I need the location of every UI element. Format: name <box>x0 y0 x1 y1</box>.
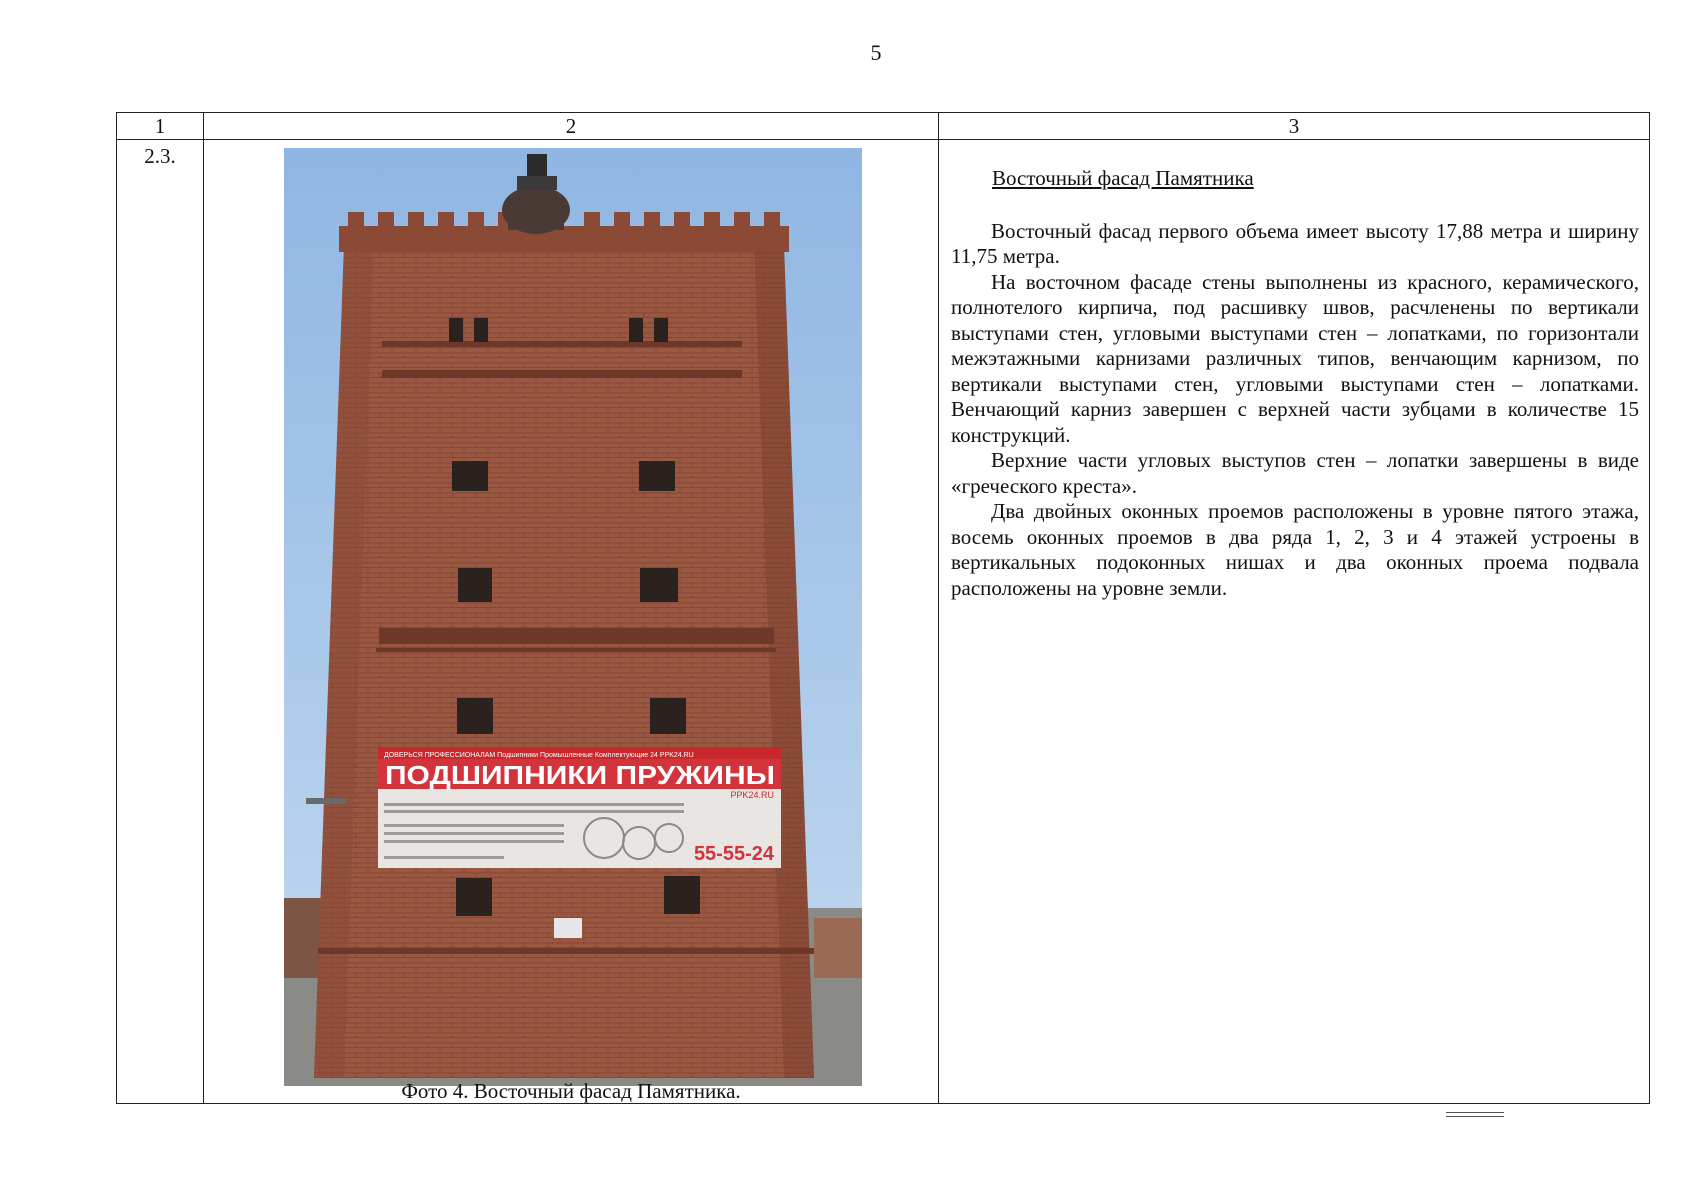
row-number: 2.3. <box>117 140 204 1104</box>
banner-site: PPK24.RU <box>730 790 774 800</box>
section-title: Восточный фасад Памятника <box>992 166 1254 190</box>
description-cell <box>939 140 1650 1104</box>
table-header-row <box>117 113 1650 140</box>
banner-headline: ПОДШИПНИКИ ПРУЖИНЫ <box>385 760 775 790</box>
document-table <box>116 112 1650 1104</box>
table-row <box>117 140 1650 1104</box>
banner-phone: 55-55-24 <box>693 843 774 865</box>
header-col-2: 2 <box>204 113 939 140</box>
photo-caption: Фото 4. Восточный фасад Памятника. <box>401 1079 741 1103</box>
paragraph: Восточный фасад первого объема имеет высоту 17,88 метра и ширину 11,75 метра. <box>951 218 1639 268</box>
facade-photo <box>284 148 862 1086</box>
scan-mark <box>1446 1112 1504 1117</box>
header-col-1: 1 <box>117 113 204 140</box>
photo-cell <box>204 140 939 1104</box>
paragraph: Верхние части угловых выступов стен – лопатки завершены в виде «греческого креста». <box>951 448 1639 498</box>
paragraph: На восточном фасаде стены выполнены из красного, керамического, полнотелого кирпича, под расшивку швов, расчленены по вертикали выступами стен, угловыми выступами стен – лопатками, по горизонтали межэтажными карнизами различных типов, венчающим карнизом, по вертикали выступами стен, угловыми выступами стен – лопатками. Венчающий карниз завершен с верхней части зубцами в количестве 15 конструкций. <box>951 269 1639 447</box>
page-number: 5 <box>870 40 882 65</box>
paragraph: Два двойных оконных проемов расположены в уровне пятого этажа, восемь оконных проемов в два ряда 1, 2, 3 и 4 этажей устроены в вертикальных подоконных нишах и два оконных проема подвала расположены на уровне земли. <box>951 499 1639 600</box>
banner-top-line: ДОВЕРЬСЯ ПРОФЕССИОНАЛАМ Подшипники Промышленные Комплектующие 24 PPK24.RU <box>384 752 694 759</box>
header-col-3: 3 <box>939 113 1650 140</box>
